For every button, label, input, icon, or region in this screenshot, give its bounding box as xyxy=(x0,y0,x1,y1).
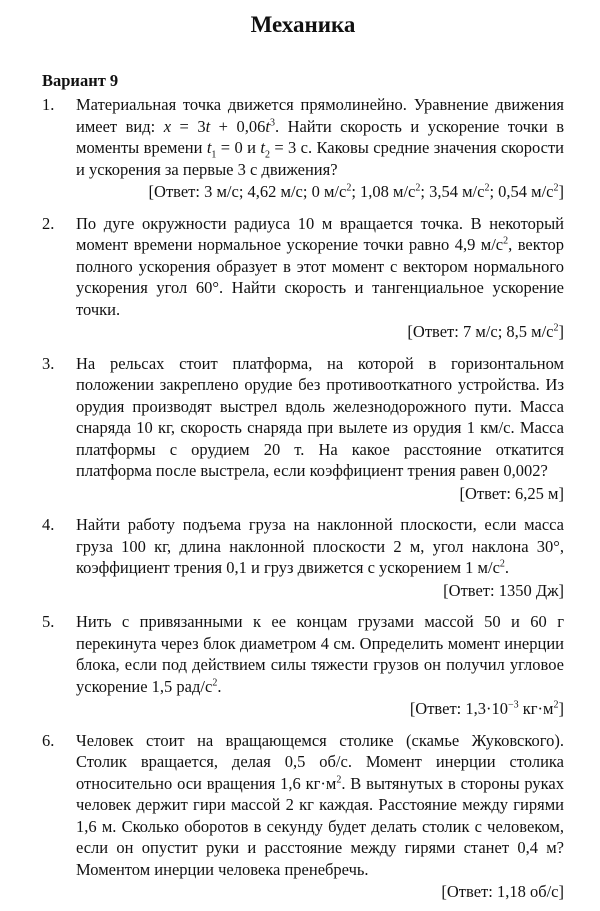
problem-answer: [Ответ: 3 м/с; 4,62 м/с; 0 $м/с^2$; 1,08 $м/с^2$; 3,54 $м/с^2$; 0,54 $м/с^2$] xyxy=(148,182,564,201)
problem-answer: [Ответ: 1,18 об/с] xyxy=(441,882,564,901)
problem-number: 6. xyxy=(42,730,55,750)
variant-heading: Вариант 9 xyxy=(42,71,119,90)
problem-number: 5. xyxy=(42,612,55,631)
problem-item xyxy=(42,514,564,601)
problem-item xyxy=(42,213,564,343)
problem-text: Найти работу подъема груза на наклонной плоскости, если масса груза 100 кг, длина наклонной плоскости 2 м, угол наклона 30°, коэффициент трения 0,1 и груз движется с ускорением 1 $м/с^2$. xyxy=(76,515,564,577)
problem-item xyxy=(42,94,564,203)
problem-body xyxy=(76,514,564,601)
problem-list xyxy=(42,94,564,903)
problem-item xyxy=(42,730,564,903)
problem-answer: [Ответ: 1350 Дж] xyxy=(443,580,564,600)
problem-text: Нить с привязанными к ее концам грузами массой 50 и 60 г перекинута через блок диаметром 4 см. Определить момент инерции блока, если под действием силы тяжести грузов он получил угловое ускорение 1,5 рад/$с^2$. xyxy=(76,612,564,696)
problem-number: 3. xyxy=(42,353,55,373)
problem-item xyxy=(42,353,564,505)
problem-body xyxy=(76,353,564,505)
problem-answer: [Ответ: 7 м/с; 8,5 $м/с^2$] xyxy=(407,322,564,341)
problem-number: 1. xyxy=(42,95,55,114)
problem-body xyxy=(76,94,564,203)
problem-text: Материальная точка движется прямолинейно. Уравнение движения имеет вид: $x = 3t + 0,06t^3$. Найти скорость и ускорение точки в моменты времени $t_1 = 0$ и $t_2 = 3$ с. Каковы средние значения скорости и ускорения за первые 3 с движения? xyxy=(76,95,565,179)
problem-text: По дуге окружности радиуса 10 м вращается точка. В некоторый момент времени нормальное ускорение точки равно 4,9 $м/с^2$, вектор полного ускорения образует в этот момент с вектором нормального ускорения угол 60°. Найти скорость и тангенциальное ускорение точки. xyxy=(76,213,565,319)
problem-answer: [Ответ: 6,25 м] xyxy=(459,483,564,503)
problem-number: 2. xyxy=(42,213,55,233)
problem-text: Человек стоит на вращающемся столике (скамье Жуковского). Столик вращается, делая 0,5 об/с. Момент инерции столика относительно оси вращения 1,6 $кг\cdot м^2$. В вытянутых в стороны руках человек держит гири массой 2 кг каждая. Расстояние между гирями 1,6 м. Сколько оборотов в секунду будет делать столик с человеком, если он опустит руки и расстояние между гирями станет 0,4 м? Моментом инерции человека пренебречь. xyxy=(76,730,564,879)
problem-body xyxy=(76,730,564,903)
problem-body xyxy=(76,611,564,720)
problem-text: На рельсах стоит платформа, на которой в горизонтальном положении закреплено орудие без противооткатного устройства. Из орудия производят выстрел вдоль железнодорожного пути. Масса снаряда 10 кг, скорость снаряда при вылете из орудия 1 км/с. Масса платформы с орудием 20 т. На какое расстояние откатится платформа после выстрела, если коэффициент трения равен 0,002? xyxy=(76,353,564,480)
problem-answer: [Ответ: $1,3\cdot 10^{-3}$ $кг\cdot м^2$] xyxy=(409,699,564,718)
problem-item xyxy=(42,611,564,720)
problem-body xyxy=(76,213,564,343)
page-title: Механика xyxy=(250,12,356,37)
problem-number: 4. xyxy=(42,515,55,534)
